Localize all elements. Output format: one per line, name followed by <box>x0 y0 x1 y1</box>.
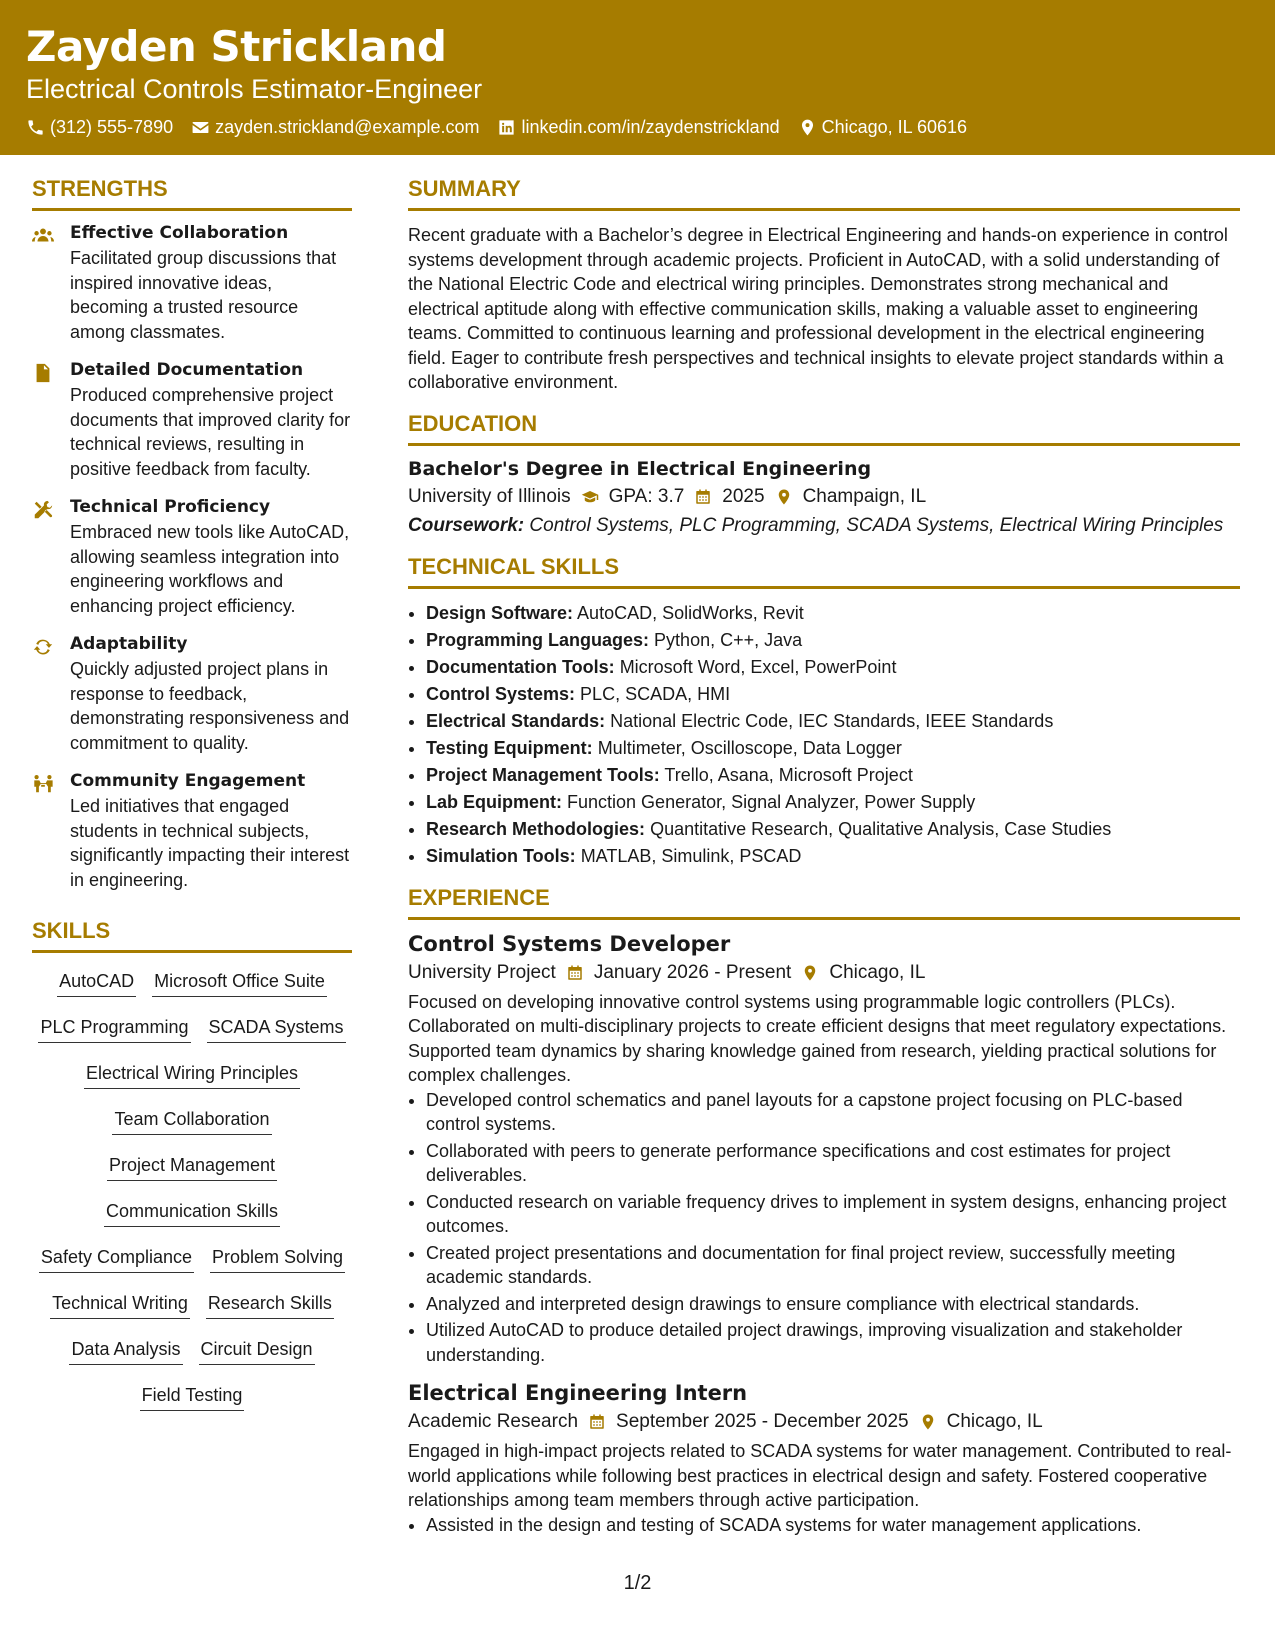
strength-item <box>32 497 352 618</box>
job-org: University Project <box>408 961 556 983</box>
tech-skill-label: Simulation Tools: <box>426 846 576 866</box>
linkedin-text: linkedin.com/in/zaydenstrickland <box>521 117 780 137</box>
job-description: Engaged in high-impact projects related to SCADA systems for water management. Contributed to real-world applications while following best practices in electrical design and safety. Fostered cooperative relationships among team members through active participation. <box>408 1441 1232 1510</box>
school-location: Champaign, IL <box>802 485 927 507</box>
tech-skill-item <box>426 844 1240 869</box>
contact-phone[interactable] <box>26 117 173 138</box>
job-bullet: • Developed control schematics and panel layouts for a capstone project focusing on PLC-based control systems. <box>426 1088 1240 1137</box>
tech-skill-label: Documentation Tools: <box>426 657 615 677</box>
tech-skill-item <box>426 817 1240 842</box>
job-location: Chicago, IL <box>946 1411 1043 1432</box>
job-bullet: • Conducted research on variable frequency drives to implement in system designs, enhancing project outcomes. <box>426 1190 1240 1239</box>
skill-tag: PLC Programming <box>38 1015 190 1043</box>
coursework-text: Control Systems, PLC Programming, SCADA Systems, Electrical Wiring Principles <box>529 514 1224 536</box>
skill-tag: Microsoft Office Suite <box>152 969 327 997</box>
tech-skill-item <box>426 682 1240 707</box>
strength-item <box>32 360 352 481</box>
strength-item <box>32 223 352 344</box>
location-pin-icon <box>919 1413 937 1431</box>
location-text: Chicago, IL 60616 <box>821 117 968 137</box>
education-heading: EDUCATION <box>408 411 1240 446</box>
tech-skill-value: Trello, Asana, Microsoft Project <box>664 765 913 785</box>
tech-skill-value: National Electric Code, IEC Standards, IEEE Standards <box>610 711 1054 731</box>
job-dates: January 2026 - Present <box>593 961 792 983</box>
tech-skill-label: Programming Languages: <box>426 630 650 650</box>
job-title: Electrical Engineering Intern <box>408 1381 748 1405</box>
strengths-heading: STRENGTHS <box>32 176 352 211</box>
job-bullets <box>408 1088 1240 1368</box>
coursework <box>408 514 1240 539</box>
gpa: GPA: 3.7 <box>608 485 685 507</box>
skill-tag: Technical Writing <box>50 1291 190 1319</box>
calendar-icon <box>588 1413 606 1431</box>
strength-desc: Led initiatives that engaged students in technical subjects, significantly impacting their interest in engineering. <box>70 796 350 890</box>
right-column <box>408 176 1240 1539</box>
skill-tag: SCADA Systems <box>207 1015 346 1043</box>
summary-text: Recent graduate with a Bachelor’s degree in Electrical Engineering and hands-on experience in control systems development through academic projects. Proficient in AutoCAD, with a solid understanding of the National Electric Code and electrical wiring principles. Demonstrates strong mechanical and electrical aptitude along with effective communication skills, making a valuable asset to engineering teams. Committed to continuous learning and professional development in the electrical engineering field. Eager to contribute fresh perspectives and technical insights to elevate project standards within a collaborative environment. <box>408 225 1228 392</box>
tech-skill-item <box>426 736 1240 761</box>
contact-bar <box>26 117 967 138</box>
job-entry <box>408 932 1240 1368</box>
contact-location <box>798 117 967 138</box>
job-title: Control Systems Developer <box>408 931 731 956</box>
tech-skill-label: Research Methodologies: <box>426 819 646 839</box>
tools-icon <box>32 499 54 521</box>
experience-heading: EXPERIENCE <box>408 885 1240 920</box>
tech-skill-value: Quantitative Research, Qualitative Analysis, Case Studies <box>650 819 1112 839</box>
coursework-label: Coursework: <box>408 514 525 536</box>
skill-tag: Project Management <box>107 1153 277 1181</box>
skills-heading: SKILLS <box>32 918 352 953</box>
skill-tag: Field Testing <box>140 1383 245 1411</box>
job-description: Focused on developing innovative control systems using programmable logic controllers (PLCs). Collaborated on multi-disciplinary projects to create efficient designs that meet regulatory expectations. Supported team dynamics by sharing knowledge gained from research, yielding practical solutions for complex challenges. <box>408 991 1227 1085</box>
skill-tag: Electrical Wiring Principles <box>84 1061 300 1089</box>
job-location: Chicago, IL <box>829 961 926 983</box>
skill-tag: AutoCAD <box>57 969 136 997</box>
location-pin-icon <box>801 964 819 982</box>
tech-skill-label: Project Management Tools: <box>426 765 660 785</box>
job-bullet: • Utilized AutoCAD to produce detailed project drawings, improving visualization and stakeholder understanding. <box>426 1318 1240 1367</box>
strength-title: Effective Collaboration <box>70 223 289 243</box>
strength-desc: Produced comprehensive project documents that improved clarity for technical reviews, resulting in positive feedback from faculty. <box>70 385 351 479</box>
tech-skill-value: Python, C++, Java <box>654 630 803 650</box>
job-bullet: • Analyzed and interpreted design drawings to ensure compliance with electrical standards. <box>426 1292 1240 1317</box>
skill-tag: Safety Compliance <box>39 1245 194 1273</box>
page-number: 1/2 <box>623 1572 652 1594</box>
skill-tag: Circuit Design <box>199 1337 315 1365</box>
technical-skills-list <box>408 601 1240 869</box>
location-pin-icon <box>775 488 793 506</box>
job-org: Academic Research <box>408 1411 579 1432</box>
graduation-cap-icon <box>581 488 599 506</box>
strength-desc: Quickly adjusted project plans in response to feedback, demonstrating responsiveness and commitment to quality. <box>70 659 350 753</box>
tech-skill-item <box>426 790 1240 815</box>
degree-title: Bachelor's Degree in Electrical Engineering <box>408 457 872 480</box>
summary-heading: SUMMARY <box>408 176 1240 211</box>
tech-skill-value: AutoCAD, SolidWorks, Revit <box>577 603 804 623</box>
contact-email[interactable] <box>191 117 479 138</box>
skill-tag: Problem Solving <box>210 1245 345 1273</box>
tech-skill-value: Multimeter, Oscilloscope, Data Logger <box>597 738 902 758</box>
tech-skill-item <box>426 763 1240 788</box>
job-dates: September 2025 - December 2025 <box>616 1411 909 1432</box>
strength-title: Detailed Documentation <box>70 360 304 380</box>
technical-skills-heading: TECHNICAL SKILLS <box>408 554 1240 589</box>
skill-tag: Research Skills <box>206 1291 334 1319</box>
email-icon <box>191 118 210 137</box>
strength-title: Community Engagement <box>70 771 306 791</box>
job-bullet: • Created project presentations and documentation for final project review, successfully meeting academic standards. <box>426 1241 1240 1290</box>
sync-icon <box>32 636 54 658</box>
left-column <box>32 176 352 1411</box>
strength-item <box>32 634 352 755</box>
strength-title: Technical Proficiency <box>70 497 271 517</box>
tech-skill-label: Testing Equipment: <box>426 738 593 758</box>
calendar-icon <box>566 964 584 982</box>
job-bullet: • Assisted in the design and testing of SCADA systems for water management applications. <box>426 1513 1240 1538</box>
tech-skill-label: Control Systems: <box>426 684 576 704</box>
school-name: University of Illinois <box>408 485 571 507</box>
tech-skill-label: Electrical Standards: <box>426 711 606 731</box>
document-icon <box>32 362 54 384</box>
location-pin-icon <box>798 118 817 137</box>
job-entry <box>408 1381 1240 1537</box>
strength-desc: Embraced new tools like AutoCAD, allowing seamless integration into engineering workflows and enhancing project efficiency. <box>70 522 350 616</box>
tech-skill-value: Microsoft Word, Excel, PowerPoint <box>619 657 897 677</box>
tech-skill-item <box>426 628 1240 653</box>
email-text: zayden.strickland@example.com <box>215 117 480 137</box>
tech-skill-value: MATLAB, Simulink, PSCAD <box>580 846 802 866</box>
candidate-name: Zayden Strickland <box>26 22 447 71</box>
tech-skill-item <box>426 709 1240 734</box>
job-meta <box>408 962 1240 984</box>
phone-text: (312) 555-7890 <box>50 117 174 137</box>
community-icon <box>32 773 54 795</box>
job-meta <box>408 1411 1240 1433</box>
education-meta <box>408 486 1240 508</box>
tech-skill-label: Design Software: <box>426 603 574 623</box>
skill-tag: Communication Skills <box>104 1199 280 1227</box>
candidate-title: Electrical Controls Estimator-Engineer <box>26 74 483 104</box>
tech-skill-value: Function Generator, Signal Analyzer, Power Supply <box>567 792 976 812</box>
skills-list <box>32 965 352 1411</box>
linkedin-icon <box>497 118 516 137</box>
job-bullets <box>408 1513 1240 1538</box>
job-bullet: • Collaborated with peers to generate performance specifications and cost estimates for project deliverables. <box>426 1139 1240 1188</box>
users-icon <box>32 225 54 247</box>
tech-skill-item <box>426 655 1240 680</box>
contact-linkedin[interactable] <box>497 117 779 138</box>
calendar-icon <box>694 488 712 506</box>
phone-icon <box>26 118 45 137</box>
header-banner <box>0 0 1275 155</box>
strength-desc: Facilitated group discussions that inspired innovative ideas, becoming a trusted resource among classmates. <box>70 248 337 342</box>
strength-item <box>32 771 352 892</box>
strength-title: Adaptability <box>70 634 188 654</box>
tech-skill-label: Lab Equipment: <box>426 792 562 812</box>
skill-tag: Data Analysis <box>69 1337 182 1365</box>
grad-year: 2025 <box>722 485 765 507</box>
skill-tag: Team Collaboration <box>112 1107 271 1135</box>
tech-skill-value: PLC, SCADA, HMI <box>580 684 731 704</box>
tech-skill-item <box>426 601 1240 626</box>
